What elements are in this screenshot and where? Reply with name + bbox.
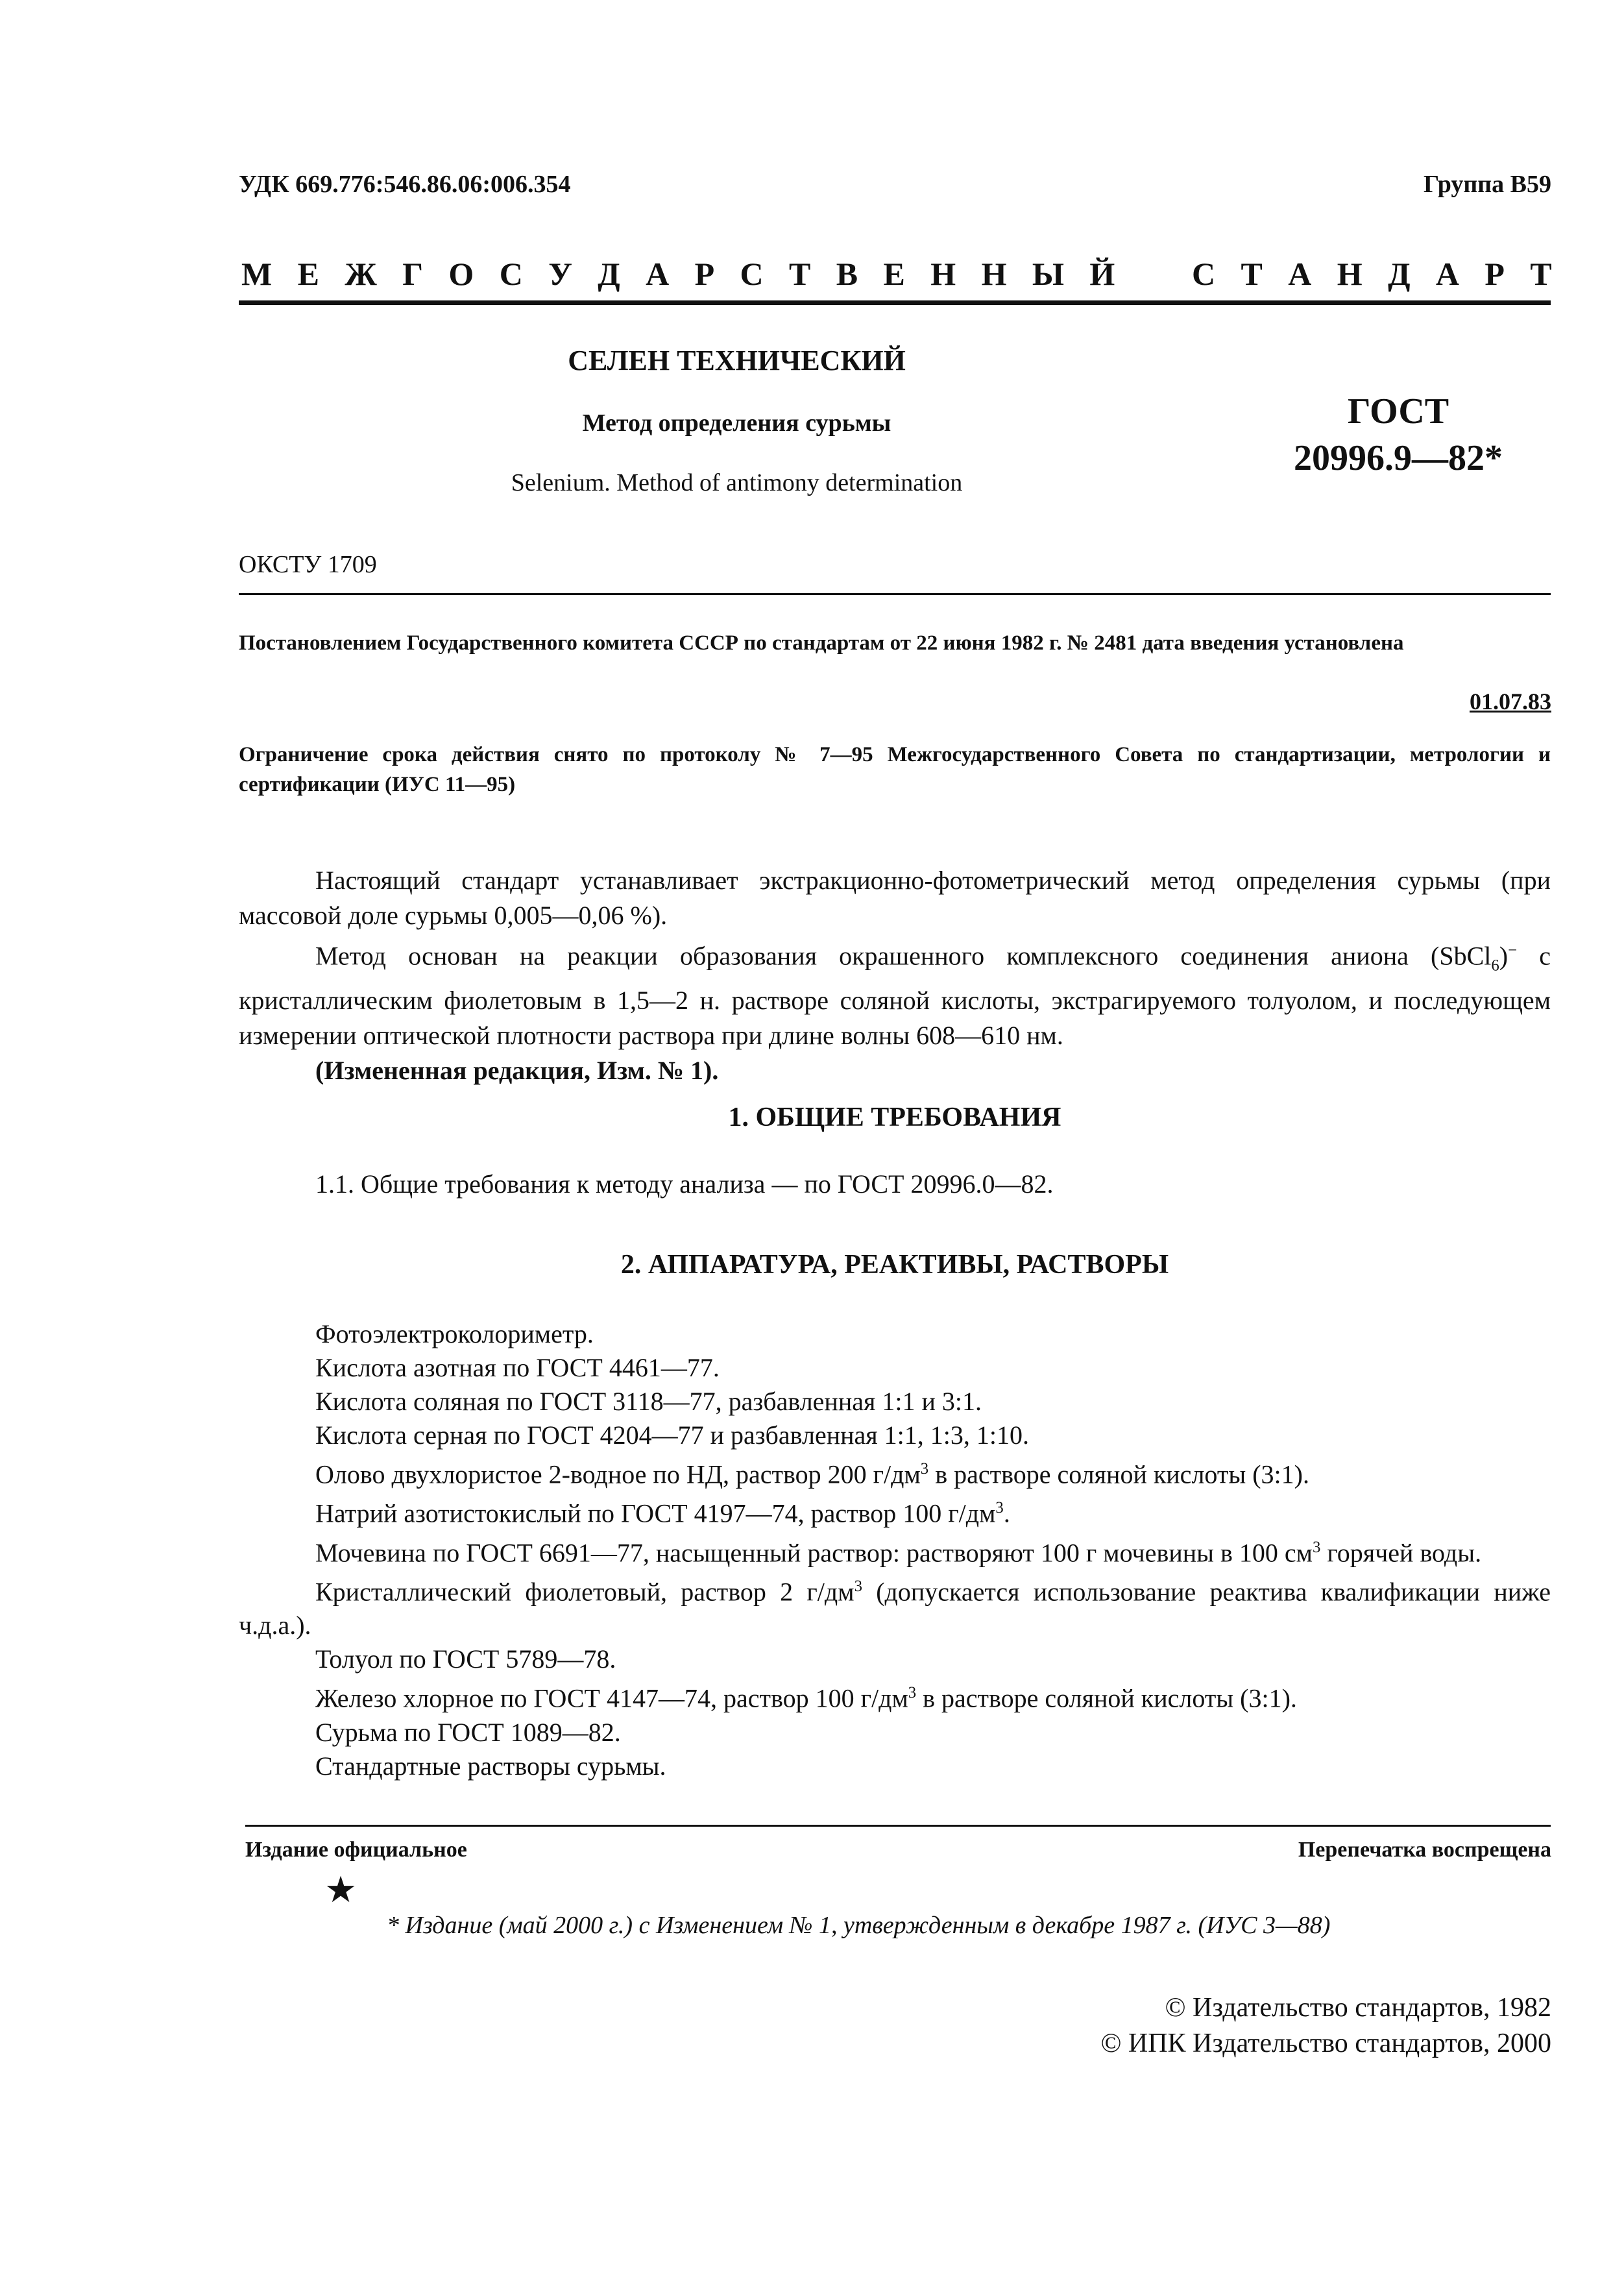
gost-number: 20996.9—82*	[1294, 438, 1503, 478]
superscript: 3	[854, 1577, 862, 1595]
section-1-title: 1. ОБЩИЕ ТРЕБОВАНИЯ	[728, 1103, 1061, 1132]
item-text: Кристаллический фиолетовый, раствор 2 г/дм	[315, 1577, 854, 1607]
method-text: с кристаллическим фиолетовым в 1,5—2 н. растворе соляной кислоты, экстрагируемого толуолом, и последующем измерении оптической плотности раствора при длине волны 608—610 нм.	[239, 941, 1551, 1051]
method-paragraph	[239, 933, 1551, 1053]
intro-section	[239, 863, 1551, 1088]
banner-letter: О	[448, 256, 474, 292]
standard-banner	[241, 255, 1552, 293]
section-1-body	[239, 1167, 1551, 1202]
footer-rule	[245, 1825, 1551, 1827]
banner-letter: Н	[981, 256, 1007, 292]
reprint-notice: Перепечатка воспрещена	[1298, 1838, 1551, 1862]
official-edition: Издание официальное	[245, 1838, 467, 1862]
list-item: Кислота соляная по ГОСТ 3118—77, разбавленная 1:1 и 3:1.	[315, 1387, 982, 1416]
intro-paragraph: Настоящий стандарт устанавливает экстракционно-фотометрический метод определения сурьмы (при массовой доле сурьмы 0,005—0,06 %).	[239, 866, 1551, 930]
item-text: горячей воды.	[1320, 1537, 1482, 1567]
banner-letter: А	[1288, 256, 1312, 292]
banner-letter: С	[1192, 256, 1216, 292]
edition-note: * Издание (май 2000 г.) с Изменением № 1, утвержденным в декабре 1987 г. (ИУС 3—88)	[387, 1912, 1331, 1939]
banner-letter: Д	[598, 256, 620, 292]
gost-label: ГОСТ	[1347, 391, 1449, 432]
reagent-list	[239, 1317, 1551, 1783]
section-2-title: 2. АППАРАТУРА, РЕАКТИВЫ, РАСТВОРЫ	[620, 1250, 1169, 1280]
banner-letter: М	[241, 256, 273, 292]
banner-letter: Й	[1089, 256, 1115, 292]
banner-letter: С	[499, 256, 523, 292]
banner-letter: Ы	[1032, 256, 1064, 292]
decree-notice: Постановлением Государственного комитета СССР по стандартам от 22 июня 1982 г. № 2481 дата введения установлена	[239, 631, 1404, 655]
list-item: Толуол по ГОСТ 5789—78.	[315, 1644, 616, 1674]
limitation-notice: Ограничение срока действия снято по протоколу № 7—95 Межгосударственного Совета по стандартизации, метрологии и сертификации (ИУС 11—95)	[239, 743, 1551, 796]
okstu-code: ОКСТУ 1709	[239, 551, 377, 578]
banner-letter: Т	[1241, 256, 1263, 292]
banner-letter: Е	[297, 256, 319, 292]
copyright-2000: © ИПК Издательство стандартов, 2000	[1100, 2029, 1551, 2058]
banner-letter: Т	[1530, 256, 1552, 292]
introduction-date: 01.07.83	[1470, 689, 1551, 714]
revision-note: (Измененная редакция, Изм. № 1).	[315, 1056, 719, 1086]
banner-letter: С	[740, 256, 764, 292]
list-item: Стандартные растворы сурьмы.	[315, 1751, 666, 1781]
english-title: Selenium. Method of antimony determination	[511, 469, 963, 496]
clause-1-1: 1.1. Общие требования к методу анализа — по ГОСТ 20996.0—82.	[315, 1169, 1054, 1199]
gost-designation	[1255, 388, 1541, 481]
superscript: 3	[995, 1499, 1004, 1517]
item-text: Олово двухлористое 2-водное по НД, раствор 200 г/дм	[315, 1459, 921, 1489]
item-text: в растворе соляной кислоты (3:1).	[928, 1459, 1309, 1489]
okstu-rule	[239, 593, 1551, 595]
banner-letter: Р	[1485, 256, 1505, 292]
superscript: 3	[920, 1460, 929, 1478]
group-code: Группа В59	[1423, 171, 1551, 198]
banner-letter: А	[646, 256, 670, 292]
list-item	[239, 1531, 1551, 1570]
list-item: Фотоэлектроколориметр.	[315, 1319, 594, 1348]
banner-letter: Ж	[345, 256, 377, 292]
banner-letter: А	[1435, 256, 1459, 292]
method-text: Метод основан на реакции образования окрашенного комплексного соединения аниона (SbCl	[315, 941, 1492, 971]
document-subtitle: Метод определения сурьмы	[582, 409, 891, 437]
list-item	[239, 1676, 1551, 1715]
copyright-1982: © Издательство стандартов, 1982	[1165, 1993, 1551, 2023]
item-text: (допускается использование реактива квалификации ниже ч.д.а.).	[239, 1577, 1551, 1640]
list-item	[239, 1491, 1551, 1530]
banner-letter: Н	[1337, 256, 1363, 292]
banner-letter: Е	[883, 256, 905, 292]
superscript: −	[1508, 942, 1518, 959]
banner-letter: В	[836, 256, 858, 292]
list-item: Сурьма по ГОСТ 1089—82.	[315, 1717, 621, 1747]
method-text: )	[1499, 941, 1509, 971]
banner-letter: Н	[930, 256, 956, 292]
header-rule	[239, 300, 1551, 305]
item-text: в растворе соляной кислоты (3:1).	[916, 1683, 1297, 1713]
superscript: 3	[1312, 1538, 1321, 1556]
banner-gap	[1141, 255, 1167, 293]
item-text: Натрий азотистокислый по ГОСТ 4197—74, раствор 100 г/дм	[315, 1498, 996, 1528]
banner-letter: У	[548, 256, 572, 292]
item-text: Железо хлорное по ГОСТ 4147—74, раствор 100 г/дм	[315, 1683, 908, 1713]
superscript: 3	[908, 1684, 917, 1702]
star-icon: ★	[324, 1870, 358, 1910]
banner-letter: Р	[694, 256, 715, 292]
list-item	[239, 1452, 1551, 1491]
list-item	[239, 1570, 1551, 1642]
udk-code: УДК 669.776:546.86.06:006.354	[239, 171, 571, 198]
banner-letter: Г	[402, 256, 423, 292]
list-item: Кислота азотная по ГОСТ 4461—77.	[315, 1353, 720, 1382]
subscript: 6	[1491, 957, 1499, 975]
banner-letter: Д	[1388, 256, 1411, 292]
item-text: .	[1003, 1498, 1010, 1528]
banner-letter: Т	[789, 256, 811, 292]
list-item: Кислота серная по ГОСТ 4204—77 и разбавленная 1:1, 1:3, 1:10.	[315, 1420, 1030, 1450]
item-text: Мочевина по ГОСТ 6691—77, насыщенный раствор: растворяют 100 г мочевины в 100 см	[315, 1537, 1313, 1567]
document-title: СЕЛЕН ТЕХНИЧЕСКИЙ	[568, 345, 906, 376]
